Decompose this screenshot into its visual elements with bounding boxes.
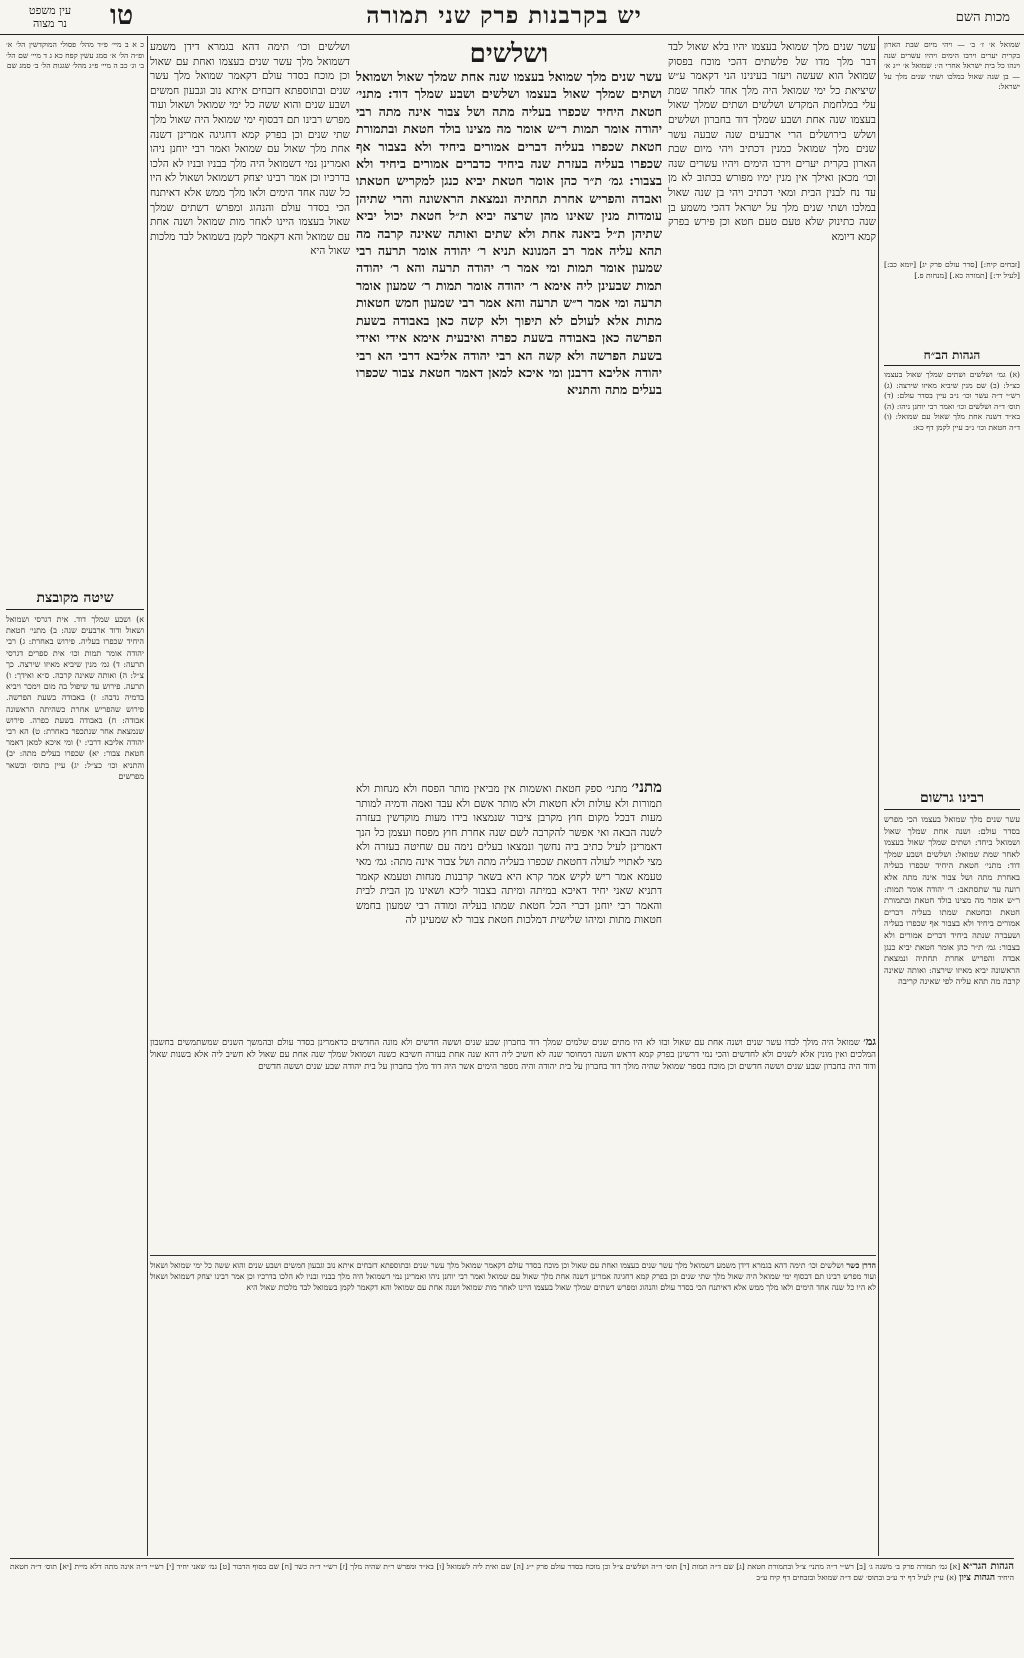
ein-mishpat-text: כ א ב מיי׳ פ״ד מהל׳ פסולי המוקדשין הל׳ א׳ ופ״ה הל׳ א׳ סמג עשין קפח כא ג ד מיי׳ שם הל׳ ב׳ וג׳ כב ה מיי׳ פ״ג מהל׳ שגגות הל׳ ב׳ סמג שם bbox=[6, 40, 144, 71]
daf-number: טו bbox=[110, 0, 134, 31]
hagahot-gra-body: [א] גמ׳ תמורה פרק ב׳ משנה ג׳ [ב] רש״י ד״ה מתני׳ צ״ל ובתמורת חטאת [ג] שם ד״ה תמות [ד] תוס׳ ד״ה ושלשים צ״ל וכן מוכח בסדר עולם פרק י״ג [ה] שם ואית ליה לשמואל [ו] בא״ד ומפרש ר״ת שהיה מלך [ז] רש״י ד״ה כשר [ח] שם בסוף הדבור [ט] גמ׳ שאני יחיד [י] רש״י ד״ה אינה מתה דלא מיית [יא] תוס׳ ד״ה חטאת היחיד bbox=[10, 1562, 1014, 1582]
lower-commentary-column bbox=[150, 1036, 876, 1250]
right-margin-rule bbox=[878, 36, 879, 1556]
footer-text bbox=[10, 1562, 1014, 1584]
tosafot-lower-body: ושלשים וכו׳ תימה דהא בגמרא דידן משמע דשמואל מלך עשר שנים בעצמו ואחת עם שאול וכן מוכח בסדר עולם דקאמר שמואל מלך עשר שנים ובתוספתא דזבחים איתא נוב וגבעון חמשים ושבע שנים והוא ששה כל ימי שמואל ושאול ועוד מפרש רבינו תם דבסוף ימי שמואל היה שאול מלך שתי שנים וכן בפרק קמא דחגיגה אמרינן דשנה אחת מלך שאול עם שמואל ואמר רבי יוחנן ניהו ואמרינן נמי דשמואל היה מלך בבניו ובניו לא הלכו בדרכיו וכן אמר רבינו יצחק דשמואל ושאול לא היו כל שנה אחד הימים ולאו מלך ממש אלא דאיתנח הכי בסדר עולם והנהוג ומפרש דשתים שמלך שאול בעצמו היינו לאחר מות שמואל ושנה אחת עם שמואל והא דקאמר לקמן בשמואל לבד מלכות שאול היא bbox=[150, 1261, 876, 1292]
tractate-name: מכות השם bbox=[955, 10, 1010, 25]
gemara-lower-column bbox=[356, 780, 662, 1032]
mesoret-hashas-text: [זבחים קיח:] [סדר עולם פרק יג] [יומא כב:] [לעיל יד:] [תמורה כא.] [מנחות פ.] bbox=[884, 260, 1020, 280]
rabbeinu-gershom-text: עשר שנים מלך שמואל בעצמו הכי מפרש בסדר עולם: ושנה אחת שמלך שאול ושמואל ביחד: ושתים שמלך שאול בעצמו לאחר שמת שמואל: ושלשים ושבע שמלך דוד: מתני׳ חטאת היחיד שכפרו בעליה באחרת מתה ושל צבור אינה מתה אלא רועה עד שתסתאב: ר׳ יהודה אומר תמות: ר״ש אומר מה מצינו בולד חטאת ובתמורת חטאת ובחטאת שמתו בעליה דברים אמורים ביחיד ולא בצבור אף שכפרו בעליה ושעברה שנתה ביחיד דברים אמורים ולא בצבור: גמ׳ ת״ר כהן אומר חטאת יביא כנגן אבדה והפריש אחרת תחתיה ונמצאת הראשונה יביא מאיזו שירצה: ואותה שאינה קרבה מה תהא עליה לפי שאינה קריבה bbox=[884, 814, 1020, 987]
ein-mishpat-heading: עין משפט נר מצוה bbox=[28, 4, 72, 30]
shita-mekubetzet-text: א) ושבע שמלך דוד. אית דגרסי ושמואל ושאול ודוד ארבעים שנה: ב) מתני׳ חטאת היחיד שכפרו בעליה. פירוש באחרת: ג) רבי יהודה אומר תמות וכו׳ אית ספרים דגרסי תרעה: ד) גמ׳ מנין שיביא מאיזו שירצה. כך צ״ל: ה) ואותה שאינה קרבה. ס״א ואידך: ו) תרעה. פירוש עד שיפול בה מום וימכר ויביא בדמיה נדבה: ז) באבודה בשעת הפרשה. פירוש שהפריש אחרת כשהיתה הראשונה אבודה: ח) באבודה בשעת כפרה. פירוש שנמצאת אחר שנתכפר באחרת: ט) הא רבי יהודה אליבא דרבי: י) ומי איכא למאן דאמר חטאת צבור: יא) שכפרו בעלים מתה: יב) והתניא וכו׳ כצ״ל: יג) עיין בתוס׳ ובשאר מפרשים bbox=[6, 615, 144, 781]
gemara-text bbox=[356, 68, 662, 399]
tosafot-column bbox=[150, 40, 350, 1030]
hagahot-bach-text: (א) גמ׳ ושלשים ושתים שמלך שאול בעצמו כצ״ל: (ב) שם מנין שיביא מאיזו שירצה: (ג) רש״י ד״ה עשר וכו׳ נ״ב עיין בסדר עולם: (ד) תוס׳ ד״ה ושלשים וכו׳ ואמר רבי יוחנן ניהו: (ה) בא״ד דשנה אחת מלך שאול עם שמואל: (ו) ד״ה חטאת וכו׳ נ״ב עיין לקמן דף כא: bbox=[884, 370, 1020, 432]
footer-rule bbox=[10, 1558, 1014, 1559]
lower-section-rule bbox=[150, 1255, 876, 1256]
hagahot-gra-title: הגהות הגר״א bbox=[962, 1562, 1014, 1572]
footer-notes bbox=[10, 1562, 1014, 1654]
kosher-label: כשר bbox=[846, 1261, 860, 1270]
mesoret-hashas-column bbox=[884, 260, 1020, 342]
rashi-text bbox=[668, 40, 876, 244]
bottom-notes-text bbox=[150, 1260, 876, 1293]
hagahot-tzion-body: (א) עיין לעיל דף יד ע״ב ובתוס׳ שם ד״ה שמואל ובזבחים דף קיח ע״ב bbox=[756, 1572, 957, 1582]
shita-mekubetzet-title: שיטה מקובצת bbox=[6, 590, 144, 610]
gemara-body: עשר שנים מלך שמואל בעצמו שנה אחת שמלך שאול ושמואל ושתים שמלך שאול בעצמו ושלשים ושבע שמלך דוד: מתני׳ חטאת היחיד שכפרו בעליה מתה ושל צבור אינה מתה רבי יהודה אומר תמות ר״ש אומר מה מצינו בולד חטאת ובתמורת חטאת שכפרו בעליה דברים אמורים ביחיד ולא בצבור אף שכפרו בעליה בעזרת שנה ביחיד כדברים אמורים ביחיד ולא בצבור: גמ׳ ת״ר כהן אומר חטאת יביא כנגן למקריש חטאתו ואבדה והפריש אחרת תחתיה ונמצאת הראשונה והרי שתיהן עומדות מנין שאינו מהן שרצה יביא ת״ל חטאת יכול יביא שתיהן ת״ל ביאנה אחת ולא שתים ואותה שאינה קרבה מה תהא עליה אמר רב המנונא תניא ר׳ יהודה אומר תרעה רבי שמעון אומר תמות ומי אמר ר׳ יהודה תרעה והא ר׳ יהודה תמות שבעינן ליה אימא ר׳ יהודה אומר תמות ר׳ שמעון אומר תרעה ומי אמר ר״ש תרעה והא אמר רבי שמעון חמש חטאות מתות אלא לעולם לא תיפוך ולא קשה כאן באבודה בשעת הפרשה כאן באבודה בשעת כפרה ואיבעית אימא אידי ואידי בשעת הפרשה ולא קשה הא רבי יהודה אליבא דרבי הא רבי יהודה אליבא דרבנן ומי איכא למאן דאמר חטאת צבור שכפרו בעלים מתה והתניא bbox=[356, 69, 662, 398]
bottom-notes-column bbox=[150, 1260, 876, 1554]
opening-word-wrap bbox=[356, 40, 662, 68]
lower-commentary-text bbox=[150, 1036, 876, 1074]
rabbeinu-gershom-column bbox=[884, 790, 1020, 1550]
tosafot-text bbox=[150, 40, 350, 259]
hagahot-bach-column bbox=[884, 348, 1020, 708]
shita-mekubetzet-column bbox=[6, 590, 144, 1550]
opening-word: ושלשים bbox=[469, 40, 549, 69]
gemara-marker: גמ׳ bbox=[863, 1036, 876, 1048]
chapter-title: יש בקרבנות פרק שני תמורה bbox=[366, 2, 642, 29]
torah-ohr-column bbox=[884, 40, 1020, 140]
ein-mishpat-column bbox=[6, 40, 144, 580]
hagahot-tzion-title: הגהות ציון bbox=[959, 1572, 996, 1583]
rabbeinu-gershom-title: רבינו גרשום bbox=[884, 790, 1020, 810]
rashi-column bbox=[668, 40, 876, 1030]
rashi-body: עשר שנים מלך שמואל בעצמו יהיו בלא שאול לבד דבר מלך מדו של פלשתים דהכי מוכח בפסוק שמואל הוא שעשה ויעזר בעינינו הני דקאמר ע״ש שיציאת כל ימי שמואל היה מלך אחד לאחר שמת עלי במלחמת המקדש ושלשים ושתים שמלך שאול בעצמו שנה אחת ושבע שמלך דוד בחברון ושלשים ושלש בירושלים הרי ארבעים שנה שבעה עשר שנים מלך שמואל כמנין דכתיב ויהי מיום שבת הארון בקרית יערים וירבו הימים ויהיו עשרים שנה וכו׳ מכאן ואילך אין מנין ימיו מפורש בכתוב לא מן עד נח לבנין הבית ומאי דכתיב ויהי בן שנה שאול במלכו ושתי שנים מלך על ישראל דהכי משמע בן שנה כתינוק שלא טעם טעם חטא וכן פירש בפרק קמא דיומא bbox=[668, 41, 876, 243]
mishna-marker: מתני׳ bbox=[631, 780, 662, 796]
left-margin-rule bbox=[147, 36, 148, 1556]
tosafot-body: ושלשים וכו׳ תימה דהא בגמרא דידן משמע דשמואל מלך עשר שנים בעצמו ואחת עם שאול וכן מוכח בסדר עולם דקאמר שמואל מלך עשר שנים ובתוספתא דזבחים איתא נוב וגבעון חמשים ושבע שנים והוא ששה כל ימי שמואל ושאול ועוד מפרש רבינו תם דבסוף ימי שמואל היה שאול מלך שתי שנים וכן בפרק קמא דחגיגה אמרינן דשנה אחת מלך שאול עם שמואל ואמר רבי יוחנן ניהו ואמרינן נמי דשמואל היה מלך בבניו ובניו לא הלכו בדרכיו וכן אמר רבינו יצחק דשמואל ושאול לא היו כל שנה אחד הימים ולאו מלך ממש אלא דאיתנח הכי בסדר עולם והנהוג ומפרש דשתים שמלך שאול בעצמו היינו לאחר מות שמואל ושנה אחת עם שמואל והא דקאמר לקמן בשמואל לבד מלכות שאול היא bbox=[150, 41, 350, 258]
rashi-lower-body: שמואל היה מולך לבדו עשר שנים ושנה אחת עם שאול ובזו לא היו מתים שנים שלמים שמלך דוד בחברון שבע שנים וששה חדשים ולא מונה החדשים כדאמרינן בסדר עולם ובהמשך השנים שמשתמשים בחשבון המלכים ואין מונין אלא לשנים ולא לחדשים והכי נמי דרשינן בפרק קמא דראש השנה דמחוסר שנה לא חשיב ליה דהא שנה אחת בעזרה חשיבא כשנה ושמואל שמלך שנה אחת עם שאול לא חשיב ליה אלא בשנות שאול ודוד היה בחברון שבע שנים וששה חדשים וכן מוכח בספר שמואל שהיה מולך דוד בחברון על בית יהודה והיה מספר הימים אשר היה דוד מלך בחברון על בית יהודה שבע שנים וששה חדשים bbox=[150, 1038, 876, 1073]
mishna-lower-body: מתני׳ ספק חטאת ואשמות אין מביאין מותר הפסח ולא מנחות ולא תמורות ולא עולות ולא חטאות ולא מותר אשם ולא עבד ואמה ודמיה למותר מעות דבכל מקום חוץ מקרבן ציבור שנמצאו בידו מעות מוקדשין בעזרה לשנה הבאה ואי אפשר להקרבה לשם שנה אחרת חוץ מפסח ועצמן כל הנך דאמרינן לעיל כתיב ביה נחשך ונמצאו בעלים נימה עם שחיטה בעזרה ולא מצי לאתויי לעולה דחטאת שכפרו בעליה מתה ושל צבור אינה מתה: גמ׳ מאי טעמא אמר ריש לקיש אמר קרא היא בשאר קרבנות מנחות וטעמא קאמר דתניא שאני יחיד דאיכא במיתה ומיתה בצבור ליכא ושאינו מן הבית לבית והאמר רבי יוחנן דברי הכל חטאת שמתו בעליה ומודה רבי שמעון בחמש חטאות מתות ומיהו שלישית דמלכות חטאת צבור לא שמעינן לה bbox=[356, 783, 662, 927]
gemara-column bbox=[356, 40, 662, 776]
gemara-lower-text bbox=[356, 780, 662, 928]
torah-ohr-text: שמואל א׳ ז׳ ב׳ — ויהי מיום שבת הארון בקרית יערים וירבו הימים ויהיו עשרים שנה וינהו כל בית ישראל אחרי ה׳: שמואל א׳ י״ג א׳ — בן שנה שאול במלכו ושתי שנים מלך על ישראל: bbox=[884, 40, 1020, 92]
page-header bbox=[0, 0, 1024, 35]
hagahot-bach-title: הגהות הב״ח bbox=[884, 348, 1020, 366]
perek-label: הדרן bbox=[861, 1261, 876, 1270]
